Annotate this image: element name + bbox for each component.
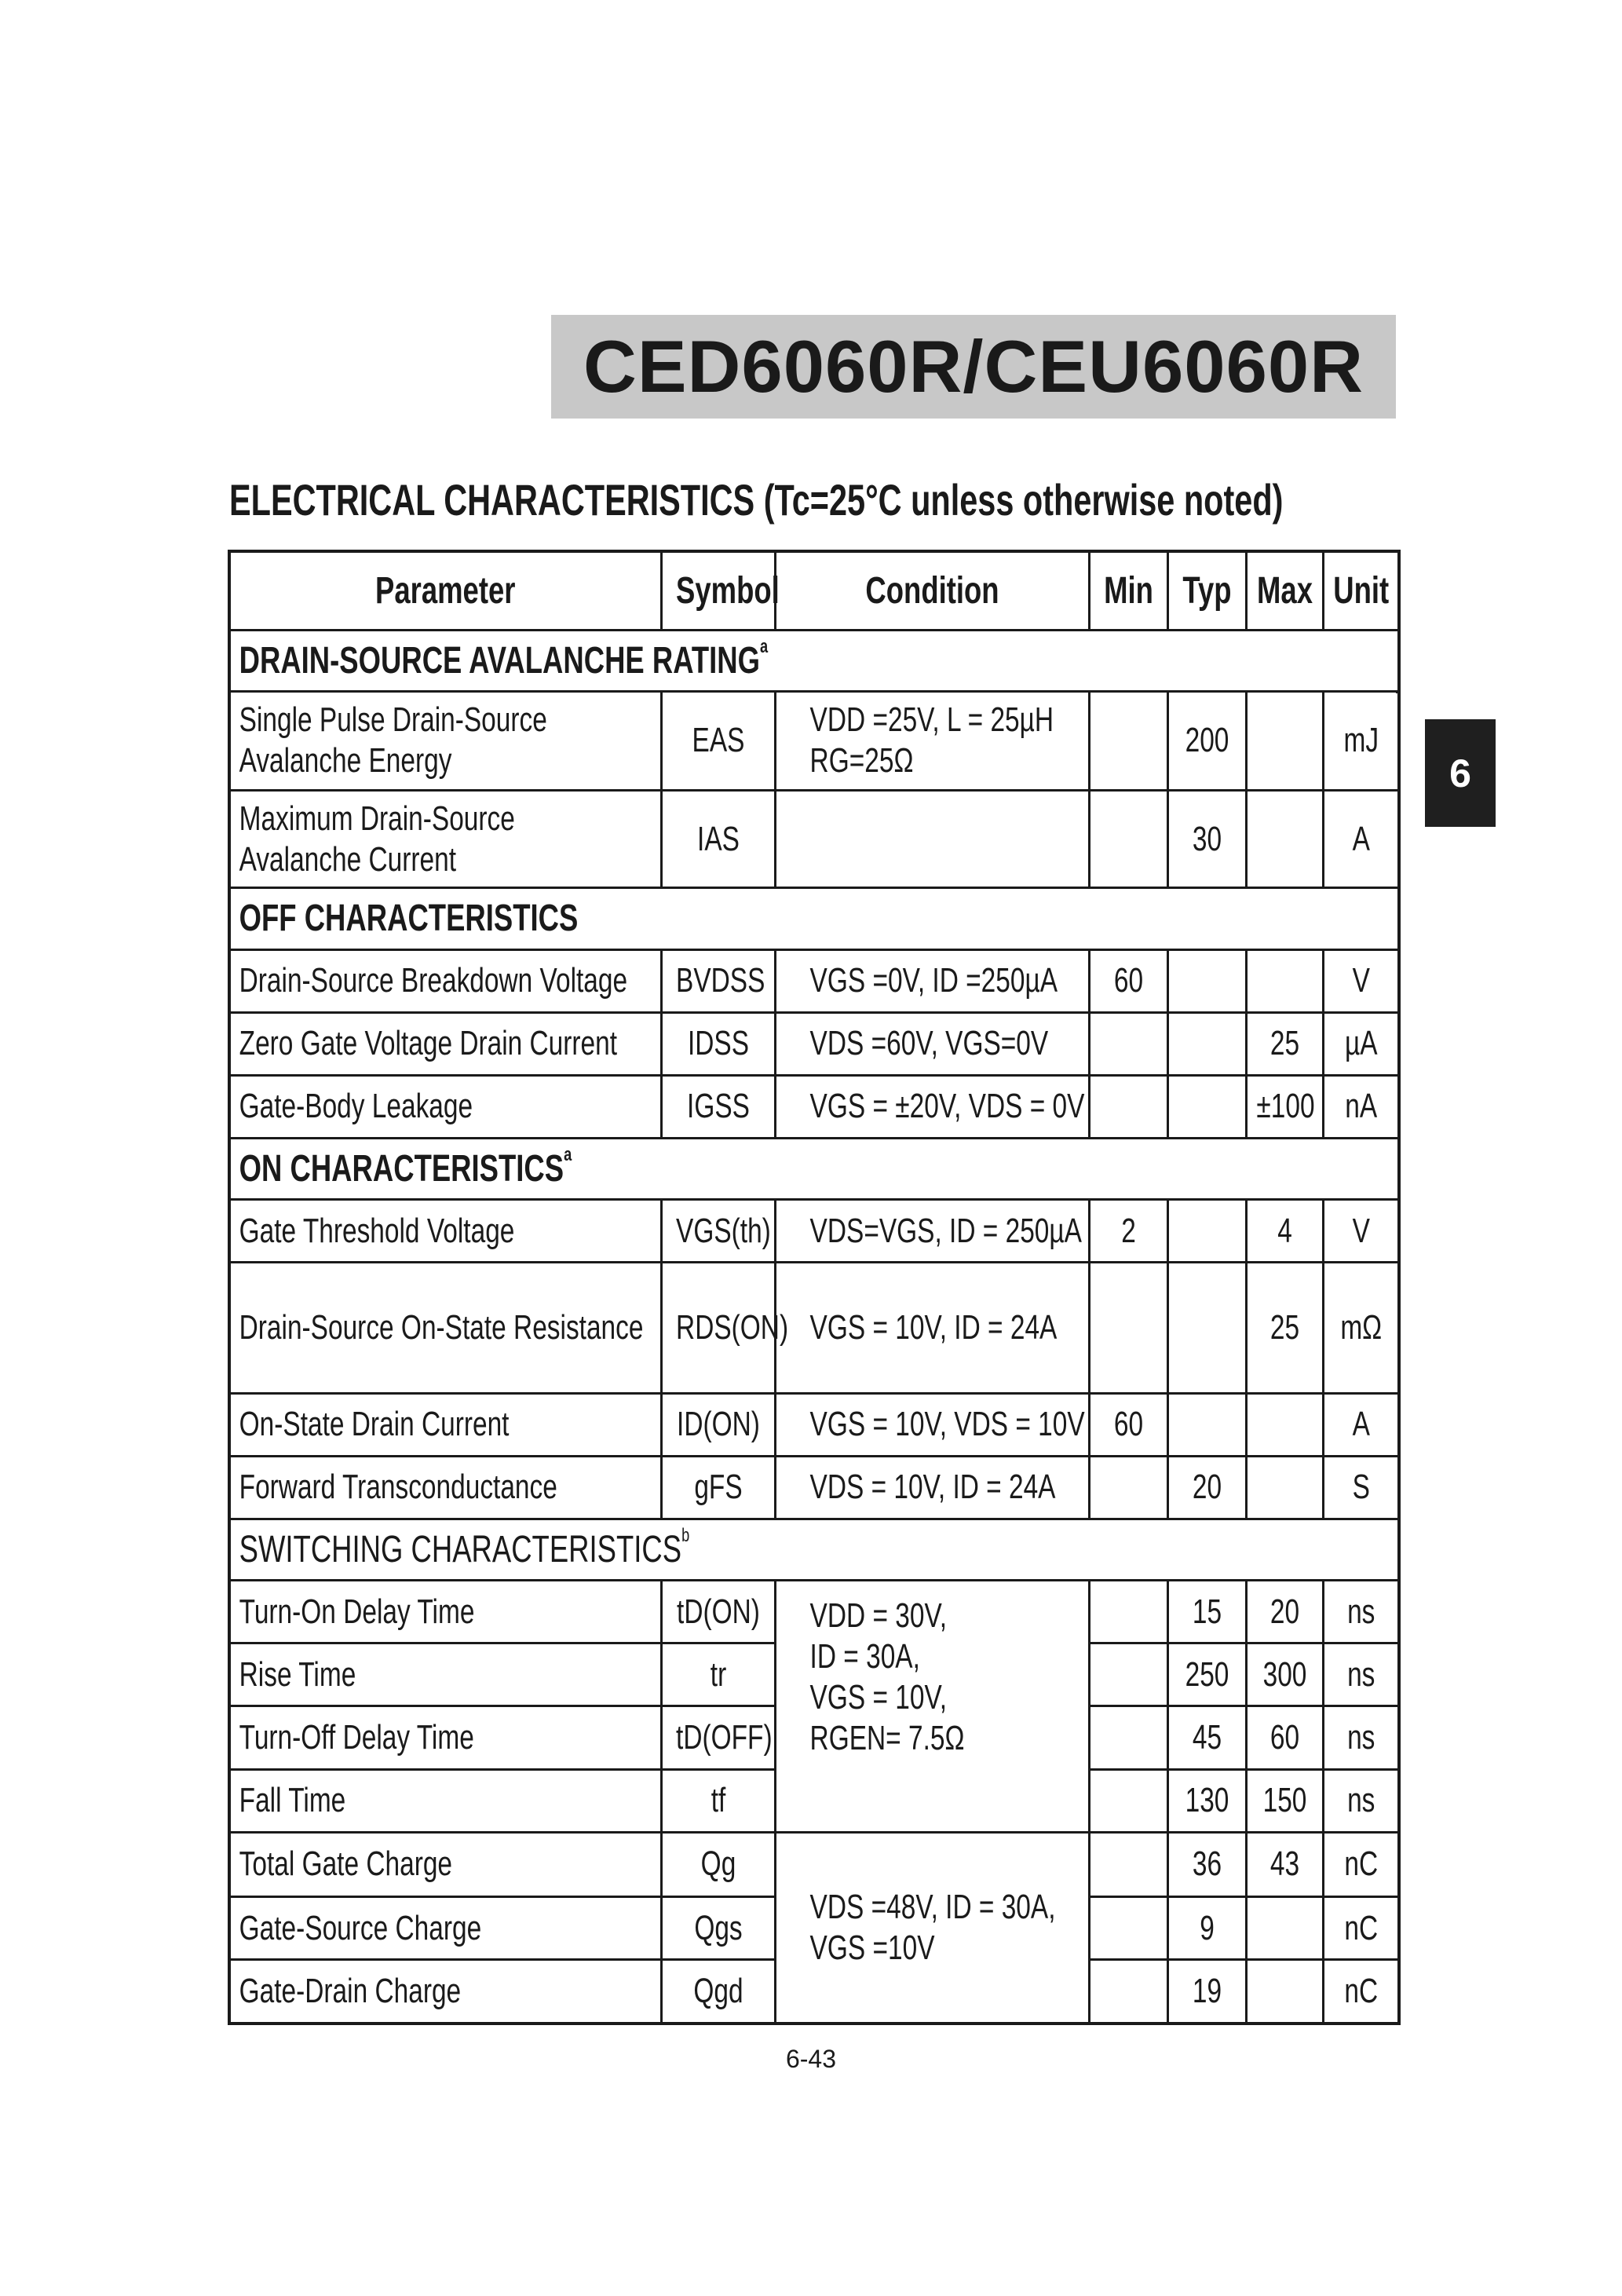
symbol-tr: tr — [710, 1654, 726, 1694]
typ-qgd: 19 — [1192, 1972, 1222, 2011]
unit-bvdss: V — [1352, 961, 1370, 1000]
symbol-ias: IAS — [696, 819, 740, 858]
typ-tdoff: 45 — [1192, 1718, 1222, 1757]
group-title-on: ON CHARACTERISTICS$^a$ — [239, 1144, 572, 1190]
group-row-avalanche — [229, 630, 1399, 691]
symbol-bvdss: BVDSS — [675, 961, 765, 1000]
param-igss: Gate-Body Leakage — [239, 1087, 473, 1126]
table-row-rdson — [229, 1263, 1399, 1393]
max-rdson: 25 — [1269, 1307, 1299, 1347]
typ-qg: 36 — [1192, 1844, 1222, 1884]
unit-vgsth: V — [1352, 1211, 1370, 1250]
min-bvdss: 60 — [1113, 961, 1143, 1000]
unit-tr: ns — [1346, 1654, 1375, 1694]
param-tr: Rise Time — [239, 1654, 356, 1694]
param-rdson: Drain-Source On-State Resistance — [239, 1307, 644, 1347]
condition-rdson: VGS = 10V, ID = 24A — [809, 1307, 1057, 1347]
unit-gfs: S — [1352, 1468, 1370, 1507]
symbol-gfs: gFS — [693, 1468, 743, 1507]
header-unit: Unit — [1332, 569, 1389, 612]
table-row-idss — [229, 1012, 1399, 1075]
typ-qgs: 9 — [1199, 1908, 1215, 1947]
condition-switching: VDD = 30V, ID = 30A, VGS = 10V, RGEN= 7.5Ω — [809, 1596, 964, 1758]
chapter-tab: 6 — [1425, 719, 1496, 827]
unit-qgs: nC — [1343, 1908, 1378, 1947]
unit-ias: A — [1352, 819, 1370, 858]
unit-qgd: nC — [1343, 1972, 1378, 2011]
unit-qg: nC — [1343, 1844, 1378, 1884]
part-number-title: CED6060R/CEU6060R — [583, 325, 1364, 408]
unit-tdoff: ns — [1346, 1718, 1375, 1757]
header-parameter: Parameter — [375, 569, 516, 612]
header-symbol: Symbol — [675, 569, 780, 612]
min-idon: 60 — [1113, 1405, 1143, 1444]
table-row-ias — [229, 791, 1399, 888]
param-idss: Zero Gate Voltage Drain Current — [239, 1024, 618, 1063]
table-header-row — [229, 551, 1399, 630]
param-qgd: Gate-Drain Charge — [239, 1972, 462, 2011]
param-tdon: Turn-On Delay Time — [239, 1592, 475, 1631]
group-title-off: OFF CHARACTERISTICS — [239, 898, 579, 940]
symbol-tdon: tD(ON) — [676, 1592, 760, 1631]
symbol-qgd: Qgd — [692, 1972, 743, 2011]
table-row-gfs — [229, 1456, 1399, 1519]
symbol-rdson: RDS(ON) — [675, 1307, 788, 1347]
electrical-characteristics-table — [228, 550, 1401, 2025]
max-idss: 25 — [1269, 1024, 1299, 1063]
max-tdoff: 60 — [1269, 1718, 1299, 1757]
condition-igss: VGS = ±20V, VDS = 0V — [809, 1087, 1084, 1126]
unit-idss: µA — [1344, 1024, 1378, 1063]
param-qg: Total Gate Charge — [239, 1844, 453, 1884]
group-row-off — [229, 888, 1399, 949]
condition-idss: VDS =60V, VGS=0V — [809, 1024, 1048, 1063]
param-qgs: Gate-Source Charge — [239, 1908, 482, 1947]
symbol-qgs: Qgs — [693, 1908, 743, 1947]
group-title-switching: SWITCHING CHARACTERISTICS$^b$ — [239, 1525, 690, 1571]
table-row-eas — [229, 691, 1399, 790]
max-igss: ±100 — [1255, 1087, 1315, 1126]
table-row-tdon — [229, 1581, 1399, 1643]
condition-gfs: VDS = 10V, ID = 24A — [809, 1468, 1055, 1507]
unit-rdson: mΩ — [1339, 1307, 1382, 1347]
unit-igss: nA — [1344, 1087, 1377, 1126]
min-vgsth: 2 — [1120, 1211, 1136, 1250]
max-qg: 43 — [1269, 1844, 1299, 1884]
unit-eas: mJ — [1343, 721, 1379, 760]
section-heading: ELECTRICAL CHARACTERISTICS (Tc=25°C unless otherwise noted) — [229, 475, 1284, 525]
part-number-title-box — [551, 315, 1396, 419]
param-tdoff: Turn-Off Delay Time — [239, 1718, 474, 1757]
param-gfs: Forward Transconductance — [239, 1468, 557, 1507]
max-tr: 300 — [1262, 1654, 1306, 1694]
condition-vgsth: VDS=VGS, ID = 250µA — [809, 1211, 1082, 1250]
symbol-tf: tf — [711, 1781, 725, 1820]
max-tf: 150 — [1262, 1781, 1306, 1820]
group-title-avalanche: DRAIN-SOURCE AVALANCHE RATING$^a$ — [239, 635, 769, 682]
unit-tdon: ns — [1346, 1592, 1375, 1631]
unit-tf: ns — [1346, 1781, 1375, 1820]
symbol-igss: IGSS — [686, 1087, 750, 1126]
typ-ias: 30 — [1192, 819, 1222, 858]
header-max: Max — [1256, 569, 1313, 612]
condition-bvdss: VGS =0V, ID =250µA — [809, 961, 1058, 1000]
symbol-eas: EAS — [692, 721, 744, 760]
table-row-igss — [229, 1075, 1399, 1138]
param-bvdss: Drain-Source Breakdown Voltage — [239, 961, 628, 1000]
header-condition: Condition — [864, 569, 999, 612]
table-row-qg — [229, 1832, 1399, 1896]
header-typ: Typ — [1182, 569, 1232, 612]
table-row-bvdss — [229, 949, 1399, 1012]
param-vgsth: Gate Threshold Voltage — [239, 1211, 515, 1250]
param-tf: Fall Time — [239, 1781, 346, 1820]
symbol-idon: ID(ON) — [676, 1405, 760, 1444]
symbol-vgsth: VGS(th) — [675, 1211, 771, 1250]
max-vgsth: 4 — [1277, 1211, 1292, 1250]
typ-eas: 200 — [1185, 721, 1229, 760]
typ-tr: 250 — [1185, 1654, 1229, 1694]
typ-tdon: 15 — [1192, 1592, 1222, 1631]
table-row-vgsth — [229, 1200, 1399, 1263]
typ-tf: 130 — [1185, 1781, 1229, 1820]
symbol-qg: Qg — [700, 1844, 736, 1884]
page-number: 6-43 — [785, 2045, 837, 2073]
symbol-idss: IDSS — [687, 1024, 749, 1063]
param-ias: Maximum Drain-Source Avalanche Current — [239, 799, 515, 879]
group-row-on — [229, 1139, 1399, 1200]
param-idon: On-State Drain Current — [239, 1405, 510, 1444]
symbol-tdoff: tD(OFF) — [675, 1718, 773, 1757]
typ-gfs: 20 — [1192, 1468, 1222, 1507]
group-row-switching — [229, 1519, 1399, 1580]
header-min: Min — [1103, 569, 1153, 612]
condition-idon: VGS = 10V, VDS = 10V — [809, 1405, 1085, 1444]
param-eas: Single Pulse Drain-Source Avalanche Energy — [239, 700, 547, 781]
condition-eas: VDD =25V, L = 25µH RG=25Ω — [809, 700, 1054, 781]
unit-idon: A — [1352, 1405, 1370, 1444]
max-tdon: 20 — [1269, 1592, 1299, 1631]
condition-charge: VDS =48V, ID = 30A, VGS =10V — [809, 1887, 1055, 1967]
table-row-idon — [229, 1393, 1399, 1456]
